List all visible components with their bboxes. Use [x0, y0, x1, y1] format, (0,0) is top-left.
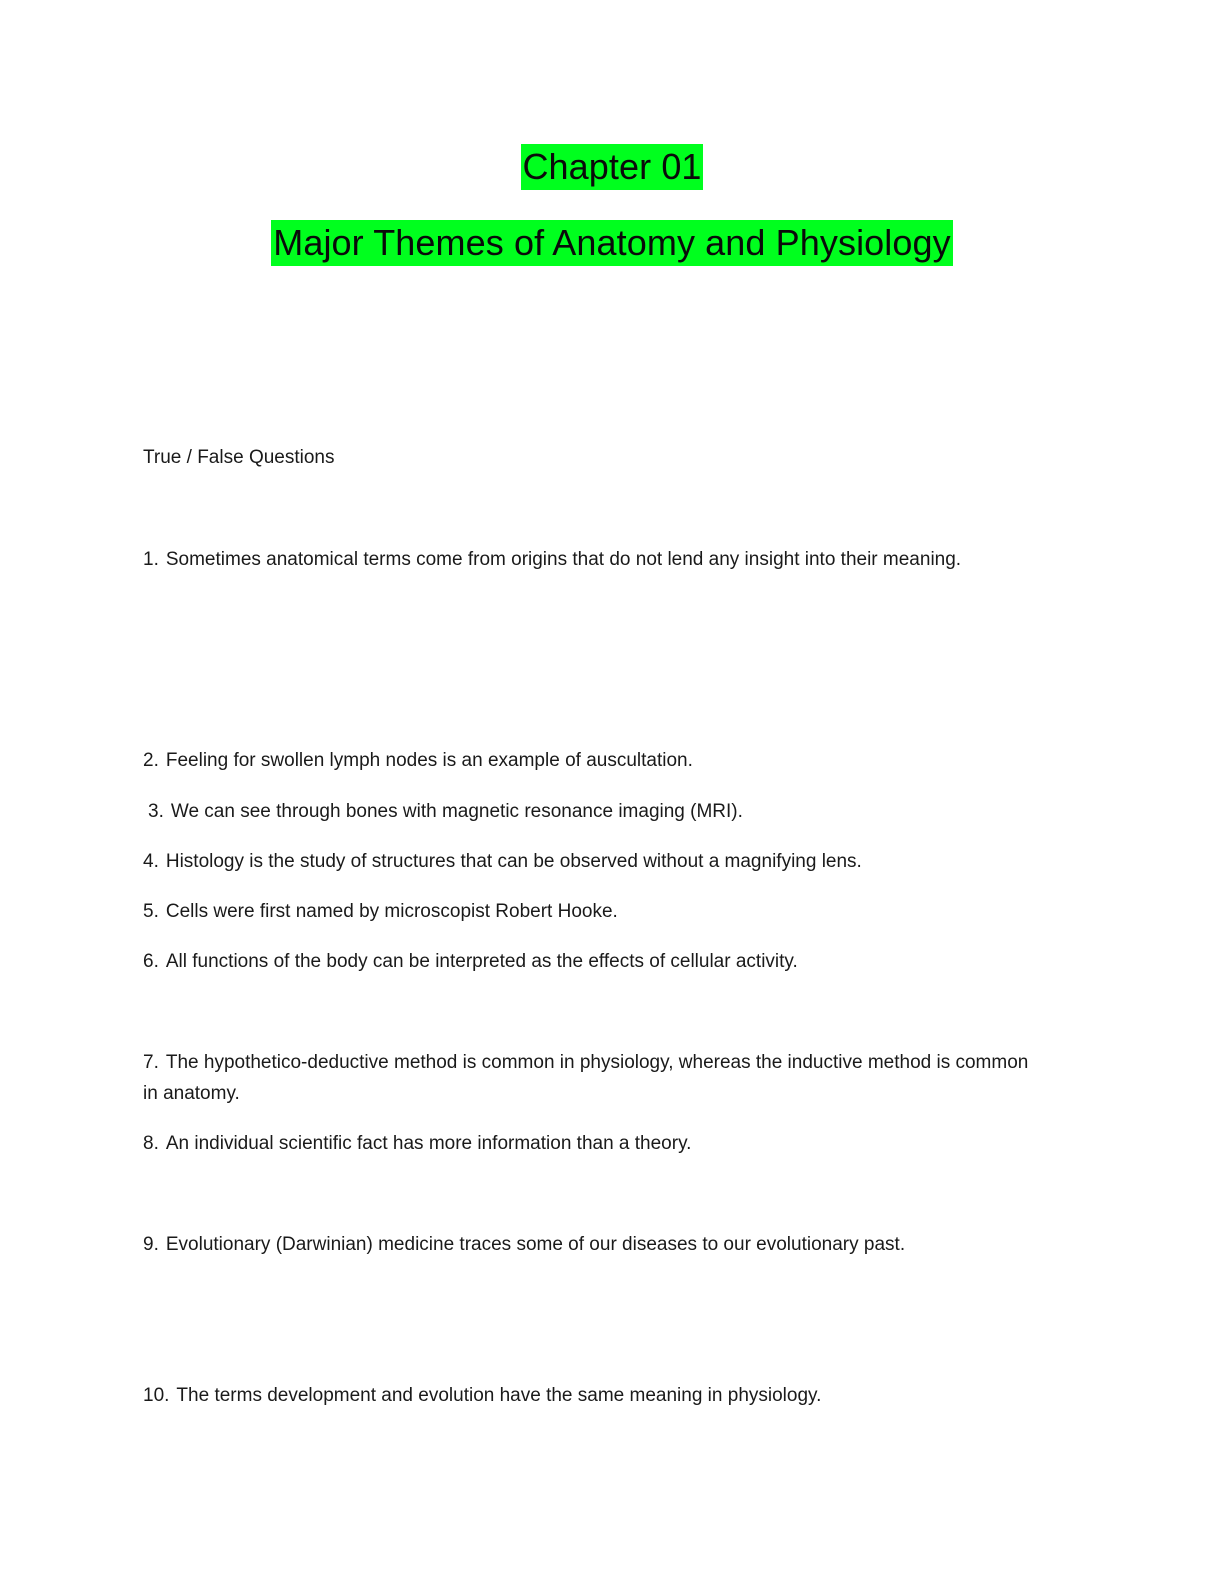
question-text: An individual scientific fact has more information than a theory. [165, 1133, 692, 1154]
chapter-label-row [0, 144, 1224, 190]
question-number: 7. [143, 1052, 159, 1073]
chapter-title: Major Themes of Anatomy and Physiology [271, 220, 952, 266]
question-text: The hypothetico-deductive method is common in physiology, whereas the inductive method is common in anatomy. [143, 1052, 1029, 1104]
question-text: Sometimes anatomical terms come from origins that do not lend any insight into their meaning. [165, 549, 962, 570]
question-10 [143, 1380, 821, 1411]
question-text: We can see through bones with magnetic resonance imaging (MRI). [170, 801, 743, 822]
question-2 [143, 745, 693, 776]
question-7 [143, 1047, 1043, 1109]
question-text: All functions of the body can be interpreted as the effects of cellular activity. [165, 951, 798, 972]
chapter-label: Chapter 01 [521, 144, 702, 190]
question-8 [143, 1128, 691, 1159]
question-number: 8. [143, 1133, 159, 1154]
question-9 [143, 1229, 905, 1260]
question-text: Feeling for swollen lymph nodes is an example of auscultation. [165, 750, 693, 771]
question-1 [143, 544, 961, 575]
question-number: 6. [143, 951, 159, 972]
question-5 [143, 896, 618, 927]
question-number: 3. [148, 801, 164, 822]
question-3 [148, 796, 743, 827]
question-number: 10. [143, 1385, 170, 1406]
question-text: Histology is the study of structures that can be observed without a magnifying lens. [165, 851, 862, 872]
question-text: The terms development and evolution have the same meaning in physiology. [176, 1385, 822, 1406]
question-number: 4. [143, 851, 159, 872]
question-number: 2. [143, 750, 159, 771]
question-number: 1. [143, 549, 159, 570]
section-heading: True / False Questions [143, 447, 335, 468]
question-6 [143, 946, 798, 977]
question-number: 9. [143, 1234, 159, 1255]
question-number: 5. [143, 901, 159, 922]
question-4 [143, 846, 862, 877]
question-text: Evolutionary (Darwinian) medicine traces some of our diseases to our evolutionary past. [165, 1234, 906, 1255]
chapter-title-row [0, 220, 1224, 266]
question-text: Cells were first named by microscopist Robert Hooke. [165, 901, 618, 922]
